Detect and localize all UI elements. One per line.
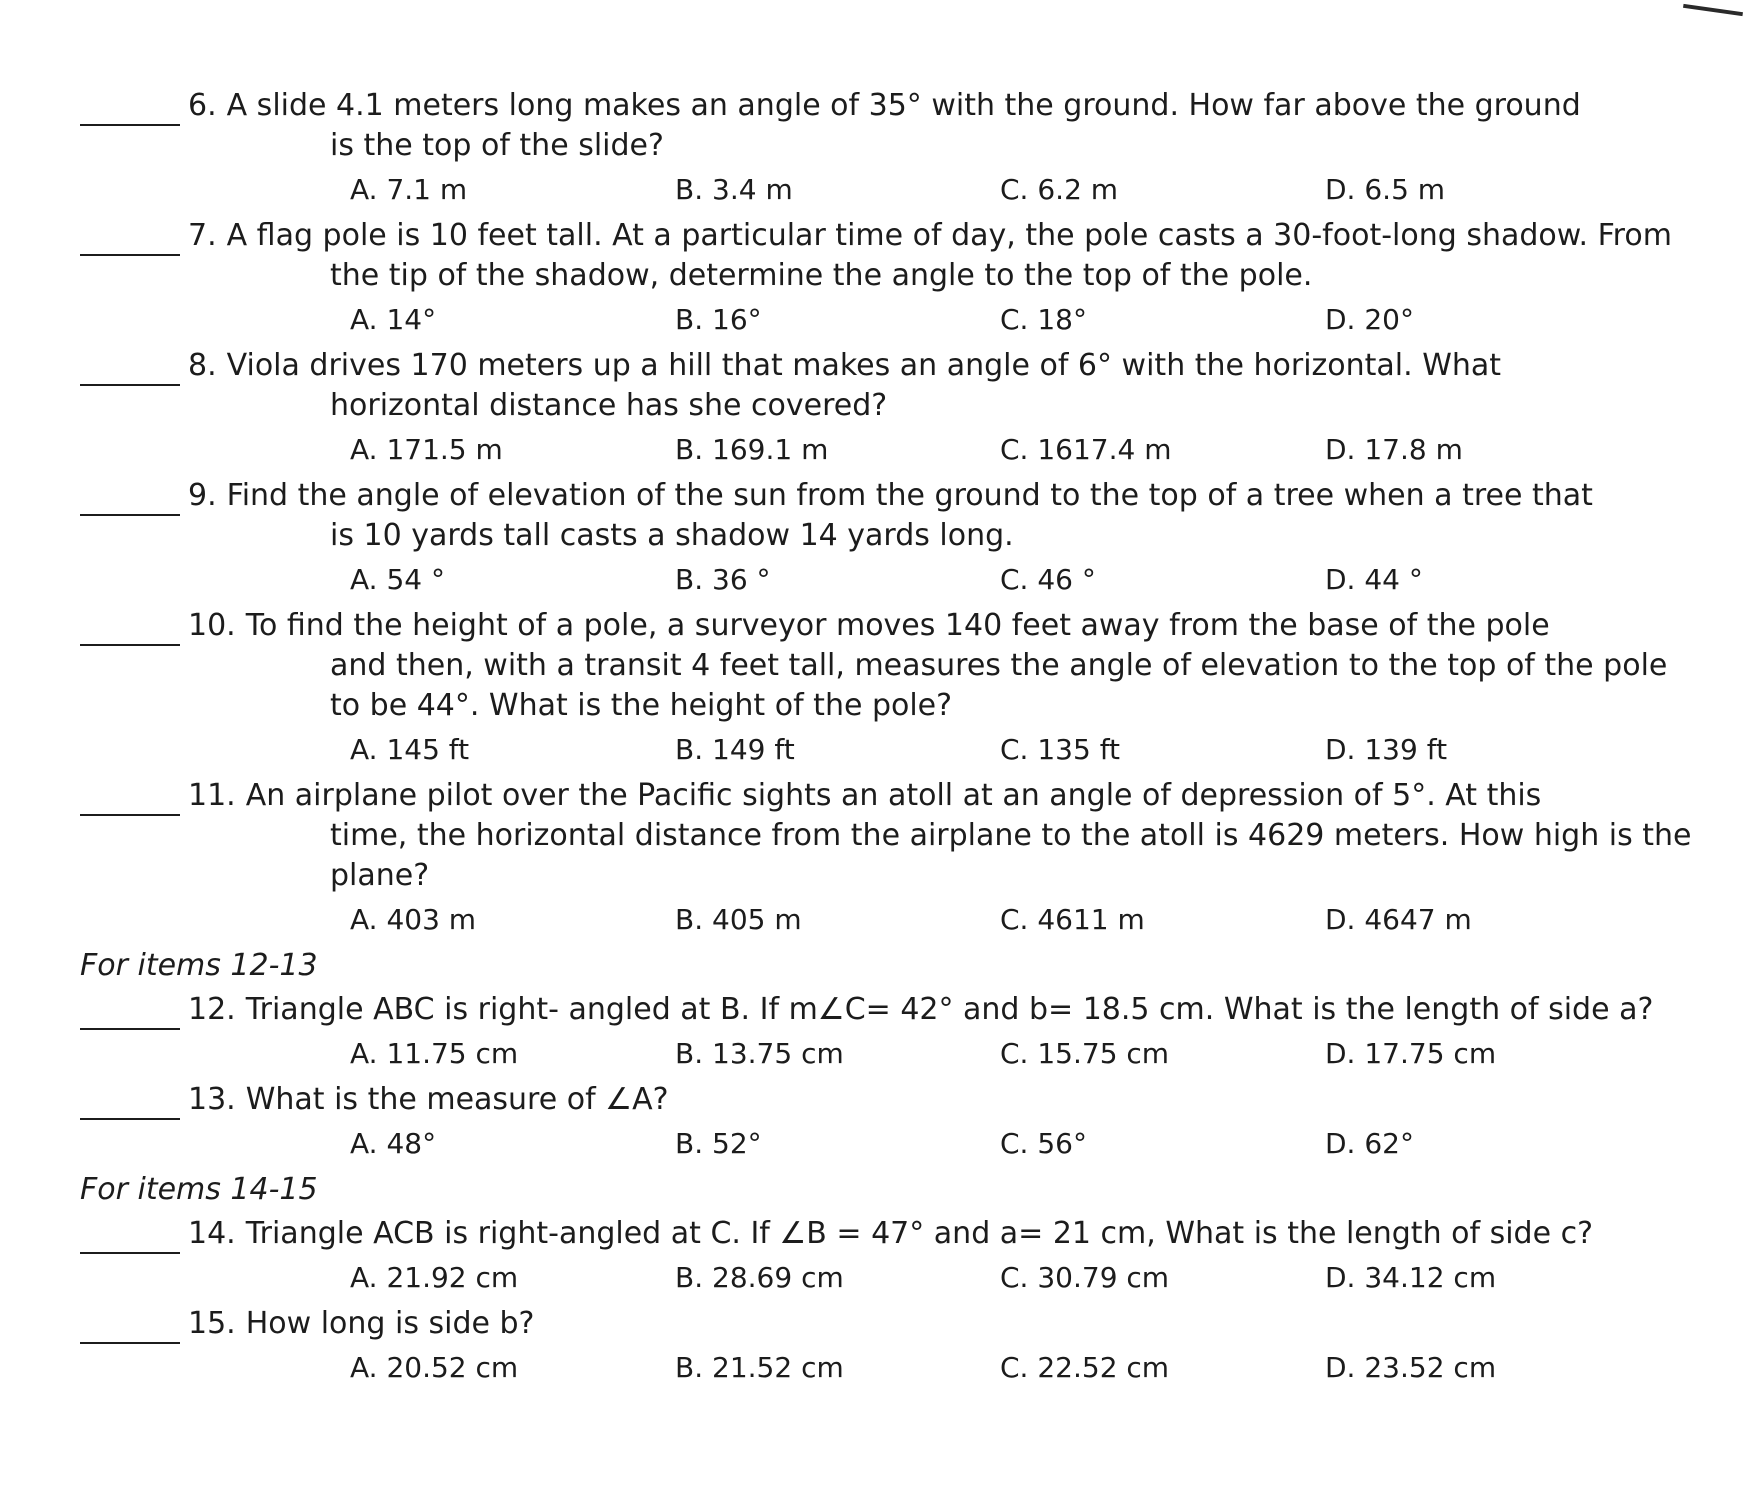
answer-choice: B. 169.1 m	[675, 433, 829, 466]
question-item	[80, 606, 1683, 770]
answer-choice: D. 4647 m	[1325, 903, 1472, 936]
answer-choices	[80, 1258, 1683, 1298]
answer-blank[interactable]	[80, 100, 180, 126]
answer-choice: A. 171.5 m	[350, 433, 503, 466]
question-text: A slide 4.1 meters long makes an angle of 35° with the ground. How far above the ground	[226, 88, 1581, 123]
answer-choice: A. 48°	[350, 1127, 437, 1160]
answer-blank[interactable]	[80, 230, 180, 256]
question-text-continued: plane?	[330, 858, 430, 893]
answer-blank[interactable]	[80, 620, 180, 646]
question-first-line	[80, 476, 1683, 516]
question-number: 8.	[188, 348, 217, 383]
answer-choices	[80, 300, 1683, 340]
question-number: 14.	[188, 1216, 236, 1251]
answer-choice: A. 403 m	[350, 903, 477, 936]
answer-choice: D. 6.5 m	[1325, 173, 1446, 206]
answer-choice: C. 22.52 cm	[1000, 1351, 1170, 1384]
answer-choice: B. 21.52 cm	[675, 1351, 844, 1384]
answer-choices	[80, 900, 1683, 940]
answer-choices	[80, 1034, 1683, 1074]
answer-choice: C. 56°	[1000, 1127, 1087, 1160]
question-item	[80, 216, 1683, 340]
question-text-continued: is 10 yards tall casts a shadow 14 yards long.	[330, 518, 1014, 553]
answer-choice: D. 44 °	[1325, 563, 1423, 596]
question-item	[80, 1080, 1683, 1164]
answer-blank[interactable]	[80, 1228, 180, 1254]
question-first-line	[80, 216, 1683, 256]
question-item	[80, 86, 1683, 210]
question-group-14-15	[80, 1214, 1683, 1388]
question-number: 10.	[188, 608, 236, 643]
answer-choices	[80, 170, 1683, 210]
answer-choice: C. 18°	[1000, 303, 1087, 336]
answer-choice: C. 6.2 m	[1000, 173, 1119, 206]
question-first-line	[80, 1080, 1683, 1120]
page-corner-mark	[1683, 4, 1743, 16]
answer-choice: D. 20°	[1325, 303, 1414, 336]
question-number: 9.	[188, 478, 217, 513]
answer-blank[interactable]	[80, 1318, 180, 1344]
answer-choice: D. 23.52 cm	[1325, 1351, 1497, 1384]
question-group-12-13	[80, 990, 1683, 1164]
answer-choice: A. 145 ft	[350, 733, 470, 766]
question-number: 13.	[188, 1082, 236, 1117]
question-number: 12.	[188, 992, 236, 1027]
answer-choices	[80, 560, 1683, 600]
answer-choice: D. 139 ft	[1325, 733, 1448, 766]
answer-choices	[80, 730, 1683, 770]
answer-choices	[80, 1124, 1683, 1164]
question-first-line	[80, 776, 1683, 816]
answer-choice: C. 1617.4 m	[1000, 433, 1172, 466]
question-item	[80, 1304, 1683, 1388]
question-text-continued: the tip of the shadow, determine the angle to the top of the pole.	[330, 258, 1313, 293]
question-text: To find the height of a pole, a surveyor moves 140 feet away from the base of the pole	[245, 608, 1550, 643]
answer-choice: B. 13.75 cm	[675, 1037, 844, 1070]
answer-blank[interactable]	[80, 360, 180, 386]
answer-choice: B. 149 ft	[675, 733, 795, 766]
answer-blank[interactable]	[80, 1094, 180, 1120]
answer-blank[interactable]	[80, 790, 180, 816]
question-first-line	[80, 1304, 1683, 1344]
answer-choice: B. 28.69 cm	[675, 1261, 844, 1294]
question-text-continued: horizontal distance has she covered?	[330, 388, 888, 423]
question-text: What is the measure of ∠A?	[245, 1082, 669, 1117]
question-item	[80, 476, 1683, 600]
question-text: Find the angle of elevation of the sun from the ground to the top of a tree when a tree that	[226, 478, 1593, 513]
answer-choice: A. 54 °	[350, 563, 445, 596]
answer-choice: A. 7.1 m	[350, 173, 468, 206]
question-text-continued: is the top of the slide?	[330, 128, 664, 163]
answer-choice: A. 11.75 cm	[350, 1037, 519, 1070]
answer-choice: C. 15.75 cm	[1000, 1037, 1170, 1070]
answer-choices	[80, 430, 1683, 470]
question-number: 7.	[188, 218, 217, 253]
answer-choice: B. 36 °	[675, 563, 771, 596]
answer-choice: A. 21.92 cm	[350, 1261, 519, 1294]
question-number: 6.	[188, 88, 217, 123]
answer-choice: A. 20.52 cm	[350, 1351, 519, 1384]
question-text-continued: time, the horizontal distance from the airplane to the atoll is 4629 meters. How high is the	[330, 818, 1692, 853]
answer-choice: D. 17.8 m	[1325, 433, 1463, 466]
question-group-6-11	[80, 86, 1692, 940]
question-item	[80, 346, 1683, 470]
answer-blank[interactable]	[80, 1004, 180, 1030]
section-label-12-13: For items 12-13	[80, 948, 318, 983]
question-item	[80, 776, 1692, 940]
question-first-line	[80, 1214, 1683, 1254]
answer-blank[interactable]	[80, 490, 180, 516]
question-text: A flag pole is 10 feet tall. At a particular time of day, the pole casts a 30-foot-long shadow. From	[226, 218, 1672, 253]
question-first-line	[80, 346, 1683, 386]
question-text-continued: to be 44°. What is the height of the pole?	[330, 688, 953, 723]
question-text: Viola drives 170 meters up a hill that makes an angle of 6° with the horizontal. What	[226, 348, 1502, 383]
question-first-line	[80, 86, 1683, 126]
answer-choice: D. 62°	[1325, 1127, 1414, 1160]
question-text: Triangle ABC is right- angled at B. If m∠C= 42° and b= 18.5 cm. What is the length of side a?	[245, 992, 1654, 1027]
answer-choice: C. 46 °	[1000, 563, 1096, 596]
question-number: 11.	[188, 778, 236, 813]
question-text: How long is side b?	[245, 1306, 535, 1341]
answer-choice: D. 34.12 cm	[1325, 1261, 1497, 1294]
question-text-continued: and then, with a transit 4 feet tall, measures the angle of elevation to the top of the pole	[330, 648, 1668, 683]
question-text: An airplane pilot over the Pacific sights an atoll at an angle of depression of 5°. At this	[245, 778, 1542, 813]
question-item	[80, 1214, 1683, 1298]
answer-choice: B. 16°	[675, 303, 762, 336]
answer-choice: C. 4611 m	[1000, 903, 1145, 936]
question-text: Triangle ACB is right-angled at C. If ∠B = 47° and a= 21 cm, What is the length of side c?	[245, 1216, 1593, 1251]
answer-choice: B. 405 m	[675, 903, 802, 936]
question-first-line	[80, 990, 1683, 1030]
answer-choice: B. 3.4 m	[675, 173, 793, 206]
question-first-line	[80, 606, 1683, 646]
answer-choice: D. 17.75 cm	[1325, 1037, 1497, 1070]
question-number: 15.	[188, 1306, 236, 1341]
answer-choice: A. 14°	[350, 303, 437, 336]
answer-choice: B. 52°	[675, 1127, 762, 1160]
answer-choices	[80, 1348, 1683, 1388]
section-label-14-15: For items 14-15	[80, 1172, 318, 1207]
answer-choice: C. 30.79 cm	[1000, 1261, 1170, 1294]
question-item	[80, 990, 1683, 1074]
answer-choice: C. 135 ft	[1000, 733, 1121, 766]
